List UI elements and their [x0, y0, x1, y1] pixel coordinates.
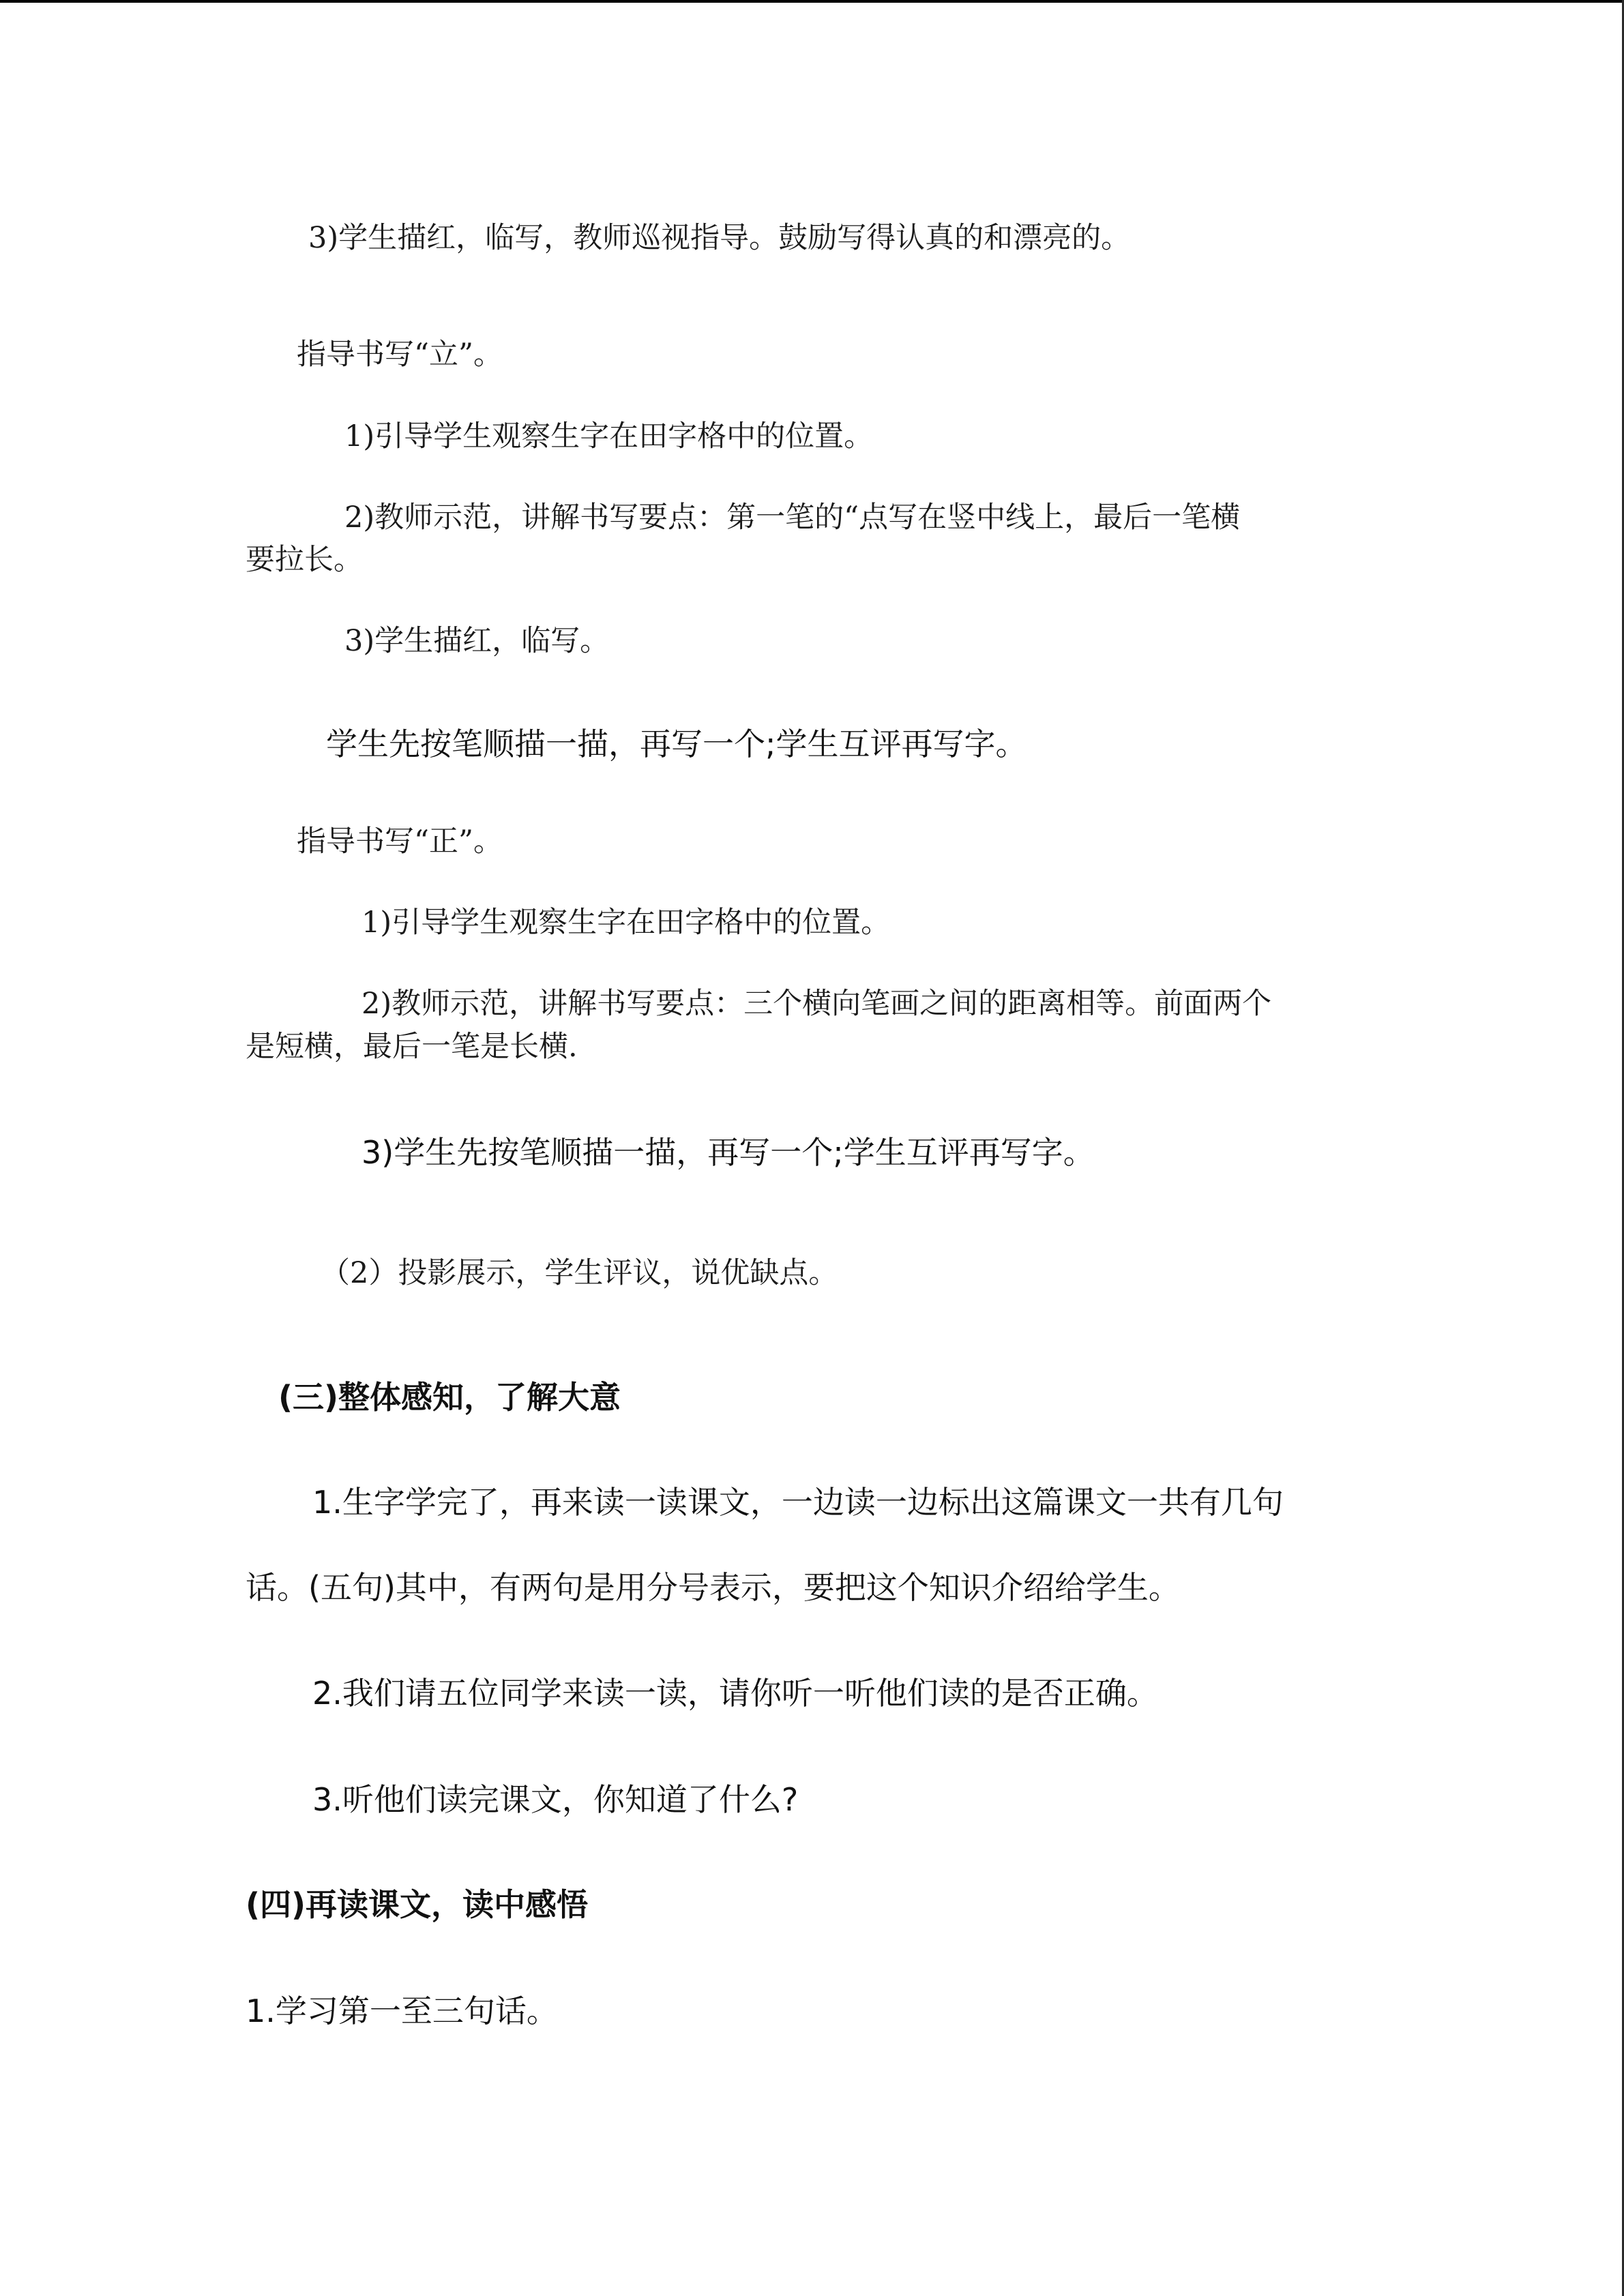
step-3-trace-and-copy: 3)学生描红，临写，教师巡视指导。鼓励写得认真的和漂亮的。 — [308, 221, 1131, 255]
zheng-step-3: 3)学生先按笔顺描一描，再写一个;学生互评再写字。 — [361, 1134, 1095, 1171]
li-step-2-line-1: 2)教师示范，讲解书写要点：第一笔的“点写在竖中线上，最后一笔横 — [344, 501, 1241, 535]
li-step-2-line-2: 要拉长。 — [246, 543, 363, 577]
page-top-border — [0, 0, 1624, 3]
section-3-heading: (三)整体感知，了解大意 — [278, 1379, 621, 1416]
section-4-heading: (四)再读课文，读中感悟 — [246, 1886, 589, 1923]
zheng-step-2-line-2: 是短横，最后一笔是长横. — [246, 1030, 578, 1064]
li-step-3: 3)学生描红，临写。 — [344, 624, 610, 658]
heading-guide-write-li: 指导书写“立”。 — [297, 338, 503, 372]
section-4-item-1: 1.学习第一至三句话。 — [246, 1993, 558, 2029]
section-3-item-2: 2.我们请五位同学来读一读，请你听一听他们读的是否正确。 — [312, 1675, 1158, 1712]
section-3-item-1-line-2: 话。(五句)其中，有两句是用分号表示，要把这个知识介绍给学生。 — [246, 1569, 1180, 1606]
section-3-item-1-line-1: 1.生字学完了，再来读一读课文，一边读一边标出这篇课文一共有几句 — [312, 1484, 1284, 1521]
heading-guide-write-zheng: 指导书写“正”。 — [297, 824, 503, 859]
projection-review: （2）投影展示，学生评议，说优缺点。 — [321, 1256, 838, 1290]
section-3-item-3: 3.听他们读完课文，你知道了什么? — [312, 1781, 799, 1818]
trace-then-write-note: 学生先按笔顺描一描，再写一个;学生互评再写字。 — [326, 726, 1027, 762]
zheng-step-1: 1)引导学生观察生字在田字格中的位置。 — [361, 906, 891, 940]
li-step-1: 1)引导学生观察生字在田字格中的位置。 — [344, 419, 874, 453]
zheng-step-2-line-1: 2)教师示范，讲解书写要点：三个横向笔画之间的距离相等。前面两个 — [361, 987, 1272, 1021]
